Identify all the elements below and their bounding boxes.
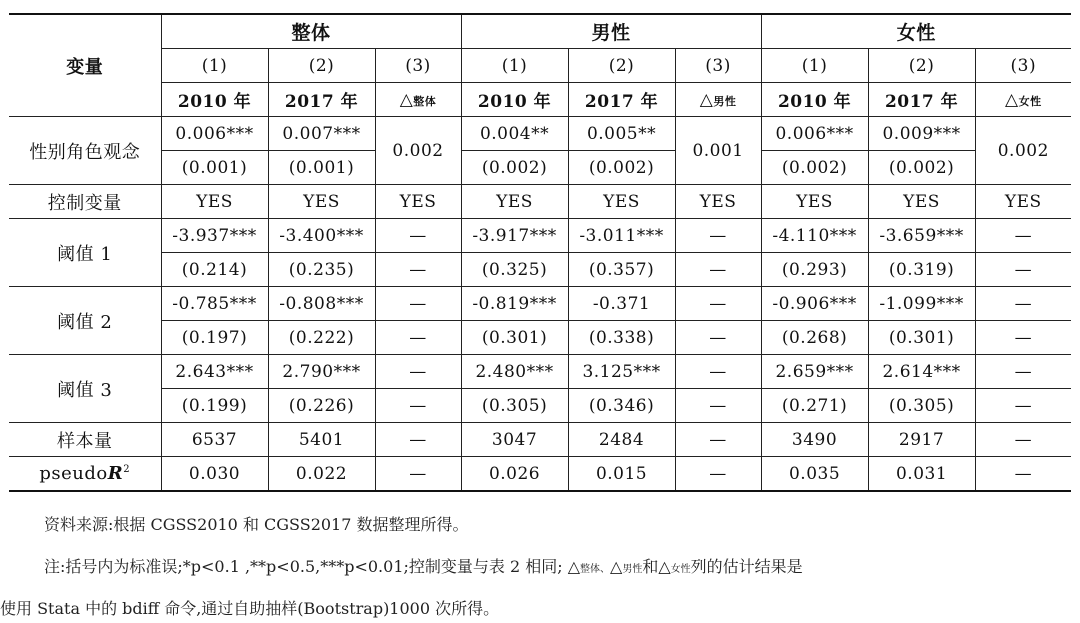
- year-header: 2010 年: [161, 83, 268, 117]
- coef-cell: 0.006***: [161, 117, 268, 151]
- coef-cell: -3.400***: [268, 219, 375, 253]
- yes-cell: YES: [868, 185, 975, 219]
- model-num: (2): [568, 49, 675, 83]
- model-num: (1): [161, 49, 268, 83]
- dash-cell: —: [675, 287, 761, 321]
- dash-cell: —: [975, 389, 1071, 423]
- n-cell: 3490: [761, 423, 868, 457]
- se-cell: (0.222): [268, 321, 375, 355]
- regression-table: [9, 13, 1071, 492]
- se-cell: (0.001): [161, 151, 268, 185]
- se-cell: (0.301): [461, 321, 568, 355]
- se-cell: (0.357): [568, 253, 675, 287]
- delta-cell: 0.001: [675, 117, 761, 185]
- delta-header-female: △女性: [975, 83, 1071, 117]
- se-cell: (0.002): [461, 151, 568, 185]
- coef-cell: 3.125***: [568, 355, 675, 389]
- r2-cell: 0.035: [761, 457, 868, 492]
- row-label-sample-size: 样本量: [9, 423, 161, 457]
- se-cell: (0.319): [868, 253, 975, 287]
- dash-cell: —: [375, 219, 461, 253]
- row-label-gender-attitude: 性别角色观念: [9, 117, 161, 185]
- model-num: (2): [868, 49, 975, 83]
- coef-cell: 0.004**: [461, 117, 568, 151]
- se-cell: (0.226): [268, 389, 375, 423]
- delta-header-male: △男性: [675, 83, 761, 117]
- se-cell: (0.002): [761, 151, 868, 185]
- dash-cell: —: [675, 423, 761, 457]
- coef-cell: 2.480***: [461, 355, 568, 389]
- year-header: 2017 年: [868, 83, 975, 117]
- se-cell: (0.346): [568, 389, 675, 423]
- coef-cell: -0.785***: [161, 287, 268, 321]
- delta-header-overall: △整体: [375, 83, 461, 117]
- row-label-pseudo-r2: pseudoR$^2$: [9, 457, 161, 492]
- se-cell: (0.235): [268, 253, 375, 287]
- model-num: (3): [375, 49, 461, 83]
- yes-cell: YES: [675, 185, 761, 219]
- coef-cell: -1.099***: [868, 287, 975, 321]
- model-num: (1): [761, 49, 868, 83]
- dash-cell: —: [675, 219, 761, 253]
- coef-cell: -4.110***: [761, 219, 868, 253]
- se-cell: (0.301): [868, 321, 975, 355]
- dash-cell: —: [975, 253, 1071, 287]
- group-female: 女性: [761, 14, 1071, 49]
- delta-cell: 0.002: [375, 117, 461, 185]
- dash-cell: —: [975, 321, 1071, 355]
- row-label-threshold-3: 阈值 3: [9, 355, 161, 423]
- footnote-line-2: 使用 Stata 中的 bdiff 命令,通过自助抽样(Bootstrap)1000 次所得。: [0, 599, 500, 618]
- yes-cell: YES: [268, 185, 375, 219]
- se-cell: (0.199): [161, 389, 268, 423]
- se-cell: (0.001): [268, 151, 375, 185]
- dash-cell: —: [375, 321, 461, 355]
- dash-cell: —: [975, 355, 1071, 389]
- n-cell: 3047: [461, 423, 568, 457]
- n-cell: 5401: [268, 423, 375, 457]
- source-note: 资料来源:根据 CGSS2010 和 CGSS2017 数据整理所得。: [44, 515, 469, 534]
- header-variable: 变量: [9, 14, 161, 117]
- dash-cell: —: [375, 355, 461, 389]
- r2-cell: 0.015: [568, 457, 675, 492]
- se-cell: (0.305): [461, 389, 568, 423]
- yes-cell: YES: [375, 185, 461, 219]
- model-num: (2): [268, 49, 375, 83]
- coef-cell: 2.643***: [161, 355, 268, 389]
- coef-cell: 2.614***: [868, 355, 975, 389]
- row-label-threshold-1: 阈值 1: [9, 219, 161, 287]
- model-num: (3): [675, 49, 761, 83]
- dash-cell: —: [975, 219, 1071, 253]
- coef-cell: -3.011***: [568, 219, 675, 253]
- se-cell: (0.002): [868, 151, 975, 185]
- coef-cell: 0.007***: [268, 117, 375, 151]
- coef-cell: 2.659***: [761, 355, 868, 389]
- dash-cell: —: [375, 457, 461, 492]
- n-cell: 6537: [161, 423, 268, 457]
- yes-cell: YES: [161, 185, 268, 219]
- footnote-line-1: 注:括号内为标准误;*p<0.1 ,**p<0.5,***p<0.01;控制变量与表 2 相同; △整体、△男性和△女性列的估计结果是: [44, 557, 803, 576]
- year-header: 2017 年: [568, 83, 675, 117]
- year-header: 2010 年: [461, 83, 568, 117]
- group-male: 男性: [461, 14, 761, 49]
- year-header: 2010 年: [761, 83, 868, 117]
- se-cell: (0.293): [761, 253, 868, 287]
- dash-cell: —: [375, 423, 461, 457]
- se-cell: (0.325): [461, 253, 568, 287]
- yes-cell: YES: [761, 185, 868, 219]
- dash-cell: —: [675, 253, 761, 287]
- dash-cell: —: [675, 355, 761, 389]
- r2-cell: 0.030: [161, 457, 268, 492]
- dash-cell: —: [675, 321, 761, 355]
- coef-cell: 0.005**: [568, 117, 675, 151]
- row-label-controls: 控制变量: [9, 185, 161, 219]
- se-cell: (0.197): [161, 321, 268, 355]
- model-num: (3): [975, 49, 1071, 83]
- coef-cell: -3.917***: [461, 219, 568, 253]
- n-cell: 2917: [868, 423, 975, 457]
- coef-cell: -0.819***: [461, 287, 568, 321]
- dash-cell: —: [975, 287, 1071, 321]
- se-cell: (0.002): [568, 151, 675, 185]
- coef-cell: -3.659***: [868, 219, 975, 253]
- r2-cell: 0.031: [868, 457, 975, 492]
- dash-cell: —: [975, 423, 1071, 457]
- row-label-threshold-2: 阈值 2: [9, 287, 161, 355]
- yes-cell: YES: [568, 185, 675, 219]
- coef-cell: 0.006***: [761, 117, 868, 151]
- se-cell: (0.338): [568, 321, 675, 355]
- yes-cell: YES: [975, 185, 1071, 219]
- dash-cell: —: [675, 457, 761, 492]
- r2-cell: 0.026: [461, 457, 568, 492]
- se-cell: (0.268): [761, 321, 868, 355]
- se-cell: (0.305): [868, 389, 975, 423]
- coef-cell: -0.906***: [761, 287, 868, 321]
- se-cell: (0.214): [161, 253, 268, 287]
- dash-cell: —: [375, 253, 461, 287]
- coef-cell: -0.371: [568, 287, 675, 321]
- model-num: (1): [461, 49, 568, 83]
- coef-cell: -0.808***: [268, 287, 375, 321]
- group-overall: 整体: [161, 14, 461, 49]
- dash-cell: —: [375, 389, 461, 423]
- n-cell: 2484: [568, 423, 675, 457]
- dash-cell: —: [975, 457, 1071, 492]
- coef-cell: 0.009***: [868, 117, 975, 151]
- dash-cell: —: [675, 389, 761, 423]
- yes-cell: YES: [461, 185, 568, 219]
- dash-cell: —: [375, 287, 461, 321]
- year-header: 2017 年: [268, 83, 375, 117]
- delta-cell: 0.002: [975, 117, 1071, 185]
- coef-cell: -3.937***: [161, 219, 268, 253]
- r2-cell: 0.022: [268, 457, 375, 492]
- se-cell: (0.271): [761, 389, 868, 423]
- coef-cell: 2.790***: [268, 355, 375, 389]
